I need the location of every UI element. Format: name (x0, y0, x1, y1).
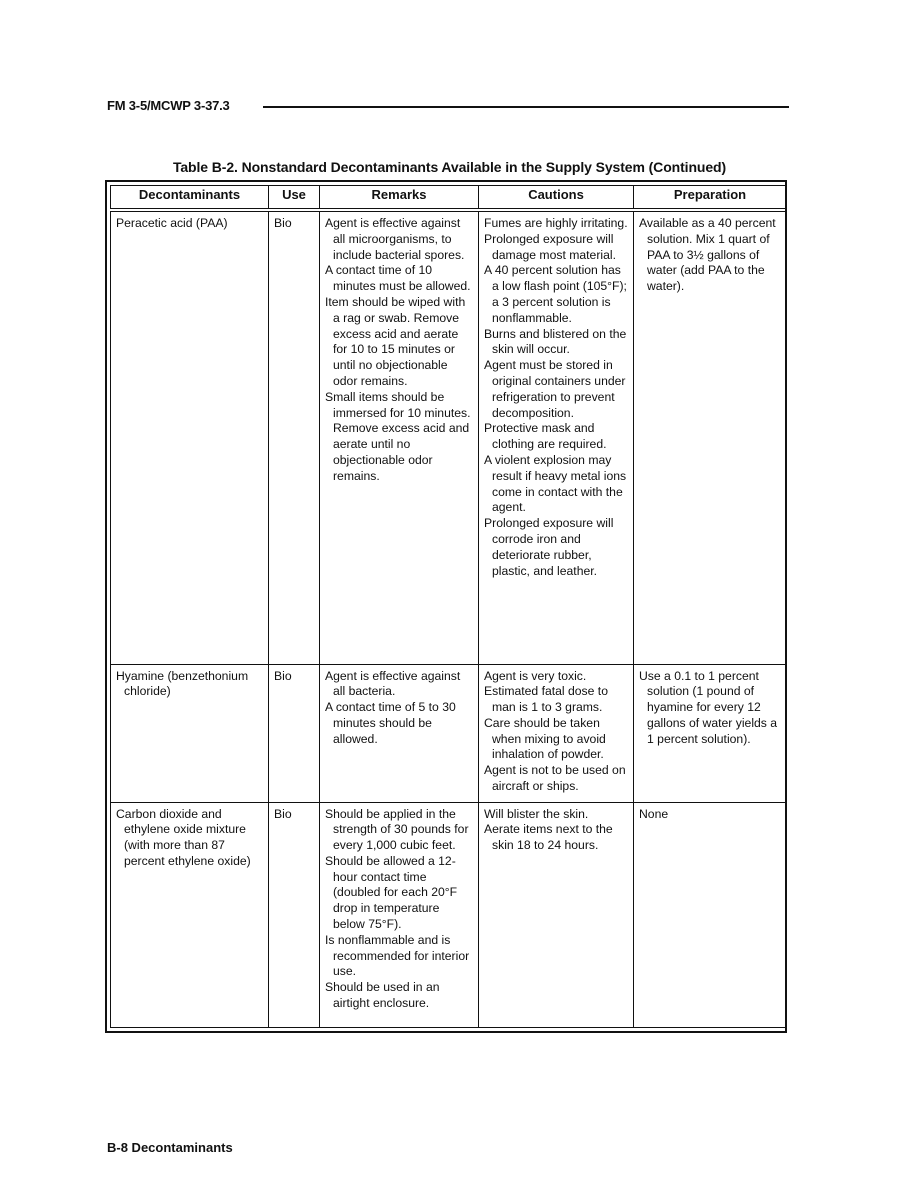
document-id: FM 3-5/MCWP 3-37.3 (107, 98, 230, 113)
cell-cautions (479, 664, 634, 802)
table-frame (105, 180, 787, 1033)
cell-remarks (320, 210, 479, 664)
caution-item: Prolonged exposure will damage most material. (484, 231, 616, 262)
decontaminant-name: Peracetic acid (PAA) (116, 216, 228, 230)
caution-item: Agent must be stored in original containers under refrigeration to prevent decomposition. (484, 358, 626, 420)
cell-remarks (320, 664, 479, 802)
decontaminant-name: Carbon dioxide and ethylene oxide mixture (with more than 87 percent ethylene oxide) (116, 806, 251, 868)
decontaminant-name: Hyamine (benzethonium chloride) (116, 668, 249, 699)
use-value: Bio (274, 216, 292, 230)
column-header-cautions: Cautions (479, 186, 634, 211)
cell-cautions (479, 802, 634, 1028)
remark-item: Small items should be immersed for 10 minutes. Remove excess acid and aerate until no objectionable odor remains. (325, 389, 471, 483)
column-header-remarks: Remarks (320, 186, 479, 211)
caution-item: Fumes are highly irritating. (484, 216, 628, 230)
caution-item: A 40 percent solution has a low flash point (105°F); a 3 percent solution is nonflammable. (484, 263, 627, 325)
cell-decontaminant (111, 210, 269, 664)
table-row (111, 664, 787, 802)
caution-item: A violent explosion may result if heavy metal ions come in contact with the agent. (484, 452, 627, 515)
remark-item: Item should be wiped with a rag or swab. Remove excess acid and aerate for 10 to 15 minutes or until no objectionable odor remains. (325, 294, 466, 388)
cell-cautions (479, 210, 634, 664)
cell-use (269, 210, 320, 664)
cell-remarks (320, 802, 479, 1028)
remark-item: A contact time of 10 minutes must be allowed. (325, 263, 471, 294)
preparation-text: Use a 0.1 to 1 percent solution (1 pound of hyamine for every 12 gallons of water yields a 1 percent solution). (639, 668, 778, 746)
remark-item: Should be allowed a 12-hour contact time (doubled for each 20°F drop in temperature below 75°F). (325, 853, 458, 932)
cell-preparation (634, 802, 787, 1028)
table-row (111, 802, 787, 1028)
remark-item: Is nonflammable and is recommended for interior use. (325, 932, 470, 979)
table-caption: Table B-2. Nonstandard Decontaminants Available in the Supply System (Continued) (172, 159, 727, 175)
caution-item: Agent is not to be used on aircraft or ships. (484, 763, 626, 794)
header-rule (263, 106, 789, 108)
preparation-text: Available as a 40 percent solution. Mix 1 quart of PAA to 3½ gallons of water (add PAA to the water). (639, 216, 776, 294)
remark-item: Should be applied in the strength of 30 pounds for every 1,000 cubic feet. (325, 806, 469, 853)
column-header-preparation: Preparation (634, 186, 787, 211)
caution-item: Estimated fatal dose to man is 1 to 3 grams. (484, 684, 608, 715)
cell-use (269, 664, 320, 802)
caution-item: Prolonged exposure will corrode iron and deteriorate rubber, plastic, and leather. (484, 516, 614, 578)
use-value: Bio (274, 668, 292, 683)
cell-preparation (634, 664, 787, 802)
remark-item: Should be used in an airtight enclosure. (325, 980, 440, 1011)
caution-item: Aerate items next to the skin 18 to 24 hours. (484, 822, 613, 853)
remark-item: Agent is effective against all microorganisms, to include bacterial spores. (325, 216, 465, 262)
caution-item: Protective mask and clothing are required. (484, 421, 607, 452)
table-row (111, 210, 787, 664)
decontaminants-table (110, 185, 787, 1028)
caution-item: Burns and blistered on the skin will occur. (484, 326, 627, 357)
cell-decontaminant (111, 664, 269, 802)
remark-item: A contact time of 5 to 30 minutes should be allowed. (325, 700, 456, 746)
caution-item: Care should be taken when mixing to avoid inhalation of powder. (484, 715, 606, 762)
caution-item: Agent is very toxic. (484, 668, 587, 683)
cell-preparation (634, 210, 787, 664)
page-footer: B-8 Decontaminants (107, 1140, 233, 1155)
remark-item: Agent is effective against all bacteria. (325, 668, 461, 699)
table-header-row (111, 186, 787, 211)
cell-decontaminant (111, 802, 269, 1028)
preparation-text: None (639, 806, 669, 821)
page-header (107, 98, 792, 118)
column-header-use: Use (269, 186, 320, 211)
column-header-decontaminants: Decontaminants (111, 186, 269, 211)
cell-use (269, 802, 320, 1028)
use-value: Bio (274, 806, 292, 821)
caution-item: Will blister the skin. (484, 806, 589, 821)
